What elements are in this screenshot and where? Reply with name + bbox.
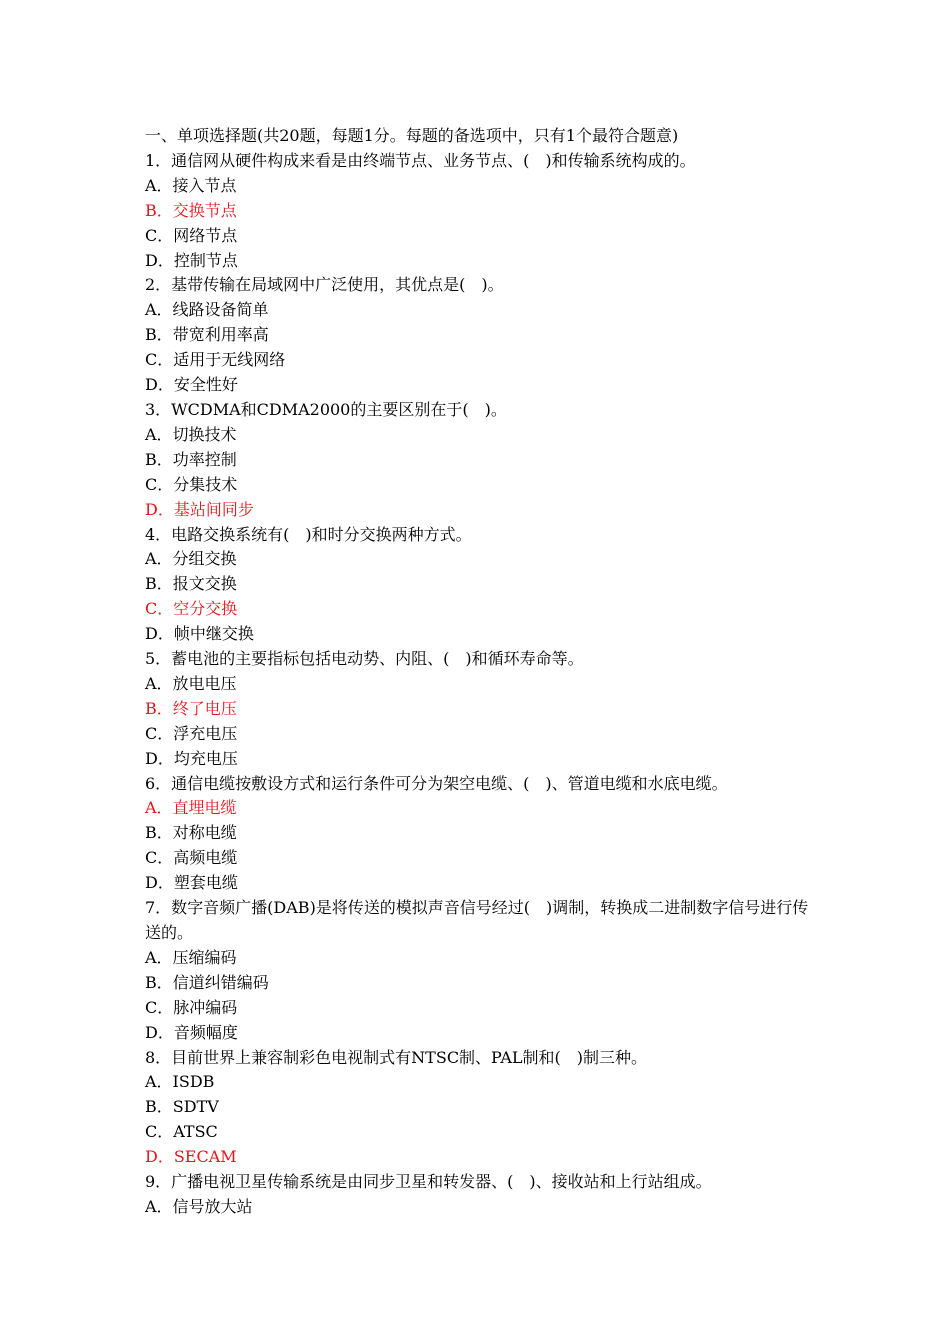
answer-option: B．带宽利用率高 — [145, 325, 269, 345]
question-stem: 9．广播电视卫星传输系统是由同步卫星和转发器、( )、接收站和上行站组成。 — [145, 1172, 712, 1192]
answer-option: A．分组交换 — [145, 549, 237, 569]
answer-option-correct: B．交换节点 — [145, 200, 237, 220]
answer-option: C．高频电缆 — [145, 848, 238, 868]
question-stem: 1．通信网从硬件构成来看是由终端节点、业务节点、( )和传输系统构成的。 — [145, 150, 696, 170]
answer-option: B．对称电缆 — [145, 823, 237, 843]
answer-option: A．接入节点 — [145, 175, 237, 195]
answer-option: B．报文交换 — [145, 574, 237, 594]
question-stem: 7．数字音频广播(DAB)是将传送的模拟声音信号经过( )调制，转换成二进制数字信号进行传送的。 — [145, 898, 809, 942]
answer-option: C．脉冲编码 — [145, 997, 238, 1017]
question-stem: 2．基带传输在局域网中广泛使用，其优点是( )。 — [145, 275, 504, 295]
answer-option: A．信号放大站 — [145, 1196, 253, 1216]
answer-option: A．ISDB — [145, 1072, 215, 1092]
answer-option: D．安全性好 — [145, 375, 238, 395]
question-stem: 6．通信电缆按敷设方式和运行条件可分为架空电缆、( )、管道电缆和水底电缆。 — [145, 773, 728, 793]
answer-option: A．切换技术 — [145, 424, 237, 444]
answer-option: C．分集技术 — [145, 474, 238, 494]
answer-option-correct: B．终了电压 — [145, 698, 237, 718]
answer-option: C．适用于无线网络 — [145, 350, 286, 370]
answer-option: A．线路设备简单 — [145, 300, 269, 320]
answer-option: C．网络节点 — [145, 225, 238, 245]
question-stem: 8．目前世界上兼容制彩色电视制式有NTSC制、PAL制和( )制三种。 — [145, 1047, 648, 1067]
answer-option-correct: C．空分交换 — [145, 599, 238, 619]
answer-option: D．控制节点 — [145, 250, 238, 270]
question-stem: 5．蓄电池的主要指标包括电动势、内阻、( )和循环寿命等。 — [145, 649, 584, 669]
answer-option: B．功率控制 — [145, 449, 237, 469]
question-stem: 3．WCDMA和CDMA2000的主要区别在于( )。 — [145, 399, 507, 419]
question-stem: 4．电路交换系统有( )和时分交换两种方式。 — [145, 524, 472, 544]
answer-option: B．信道纠错编码 — [145, 972, 269, 992]
answer-option: C．ATSC — [145, 1122, 218, 1142]
question-list — [145, 124, 813, 1220]
answer-option: D．帧中继交换 — [145, 624, 254, 644]
answer-option-correct: D．SECAM — [145, 1147, 237, 1167]
answer-option: D．音频幅度 — [145, 1022, 238, 1042]
answer-option-correct: A．直埋电缆 — [145, 798, 237, 818]
answer-option: C．浮充电压 — [145, 723, 238, 743]
answer-option: A．放电电压 — [145, 673, 237, 693]
answer-option: A．压缩编码 — [145, 947, 237, 967]
answer-option: B．SDTV — [145, 1097, 219, 1117]
section-heading: 一、单项选择题(共20题，每题1分。每题的备选项中，只有1个最符合题意) — [145, 126, 679, 145]
answer-option-correct: D．基站间同步 — [145, 499, 254, 519]
answer-option: D．均充电压 — [145, 748, 238, 768]
answer-option: D．塑套电缆 — [145, 873, 238, 893]
